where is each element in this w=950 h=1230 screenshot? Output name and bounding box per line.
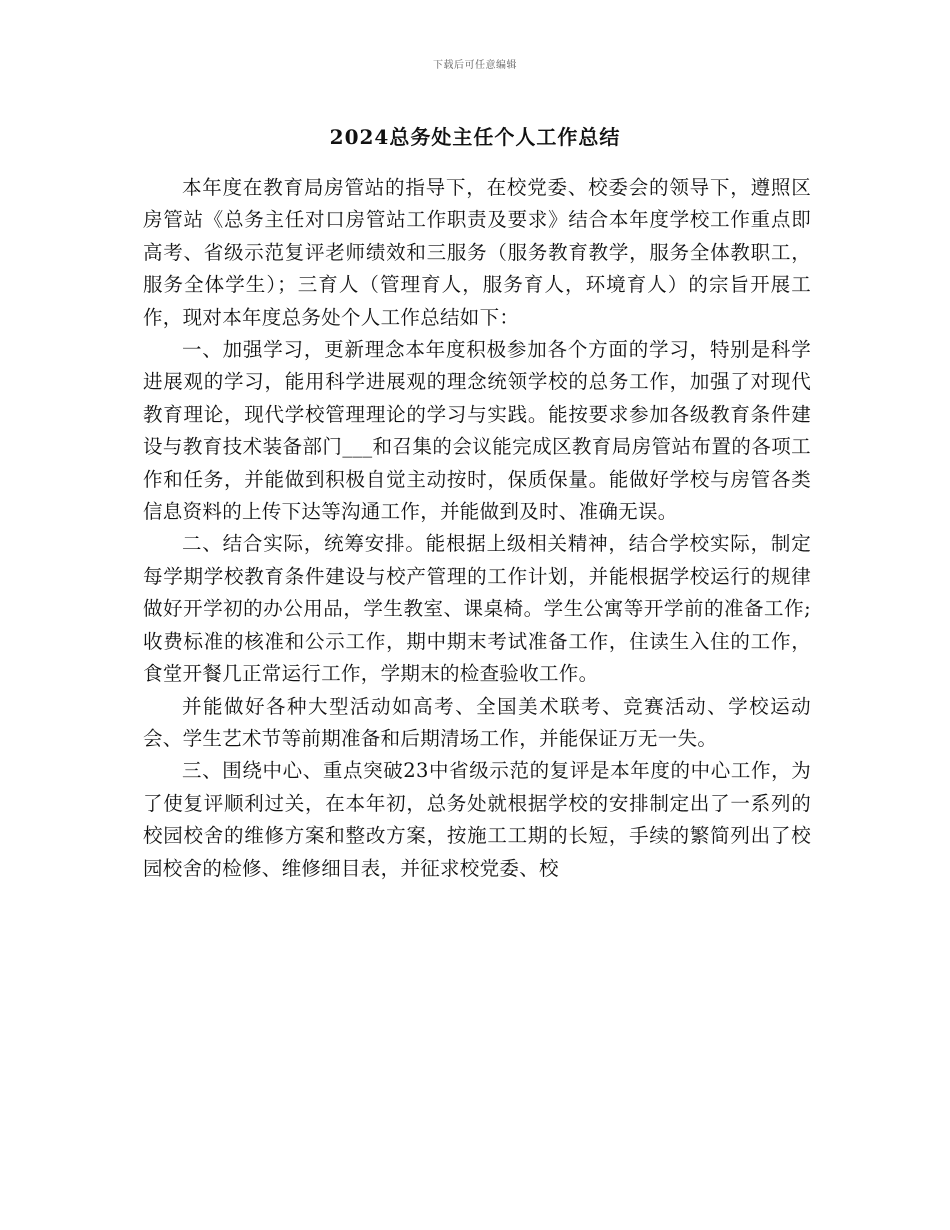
document-title: 2024总务处主任个人工作总结 <box>329 125 621 149</box>
paragraph-section-1: 一、加强学习，更新理念本年度积极参加各个方面的学习，特别是科学进展观的学习，能用科学进展观的理念统领学校的总务工作，加强了对现代教育理论，现代学校管理理论的学习与实践。能按要求参加各级教育条件建设与教育技术装备部门___和召集的会议能完成区教育局房管站布置的各项工作和任务，并能做到积极自觉主动按时，保质保量。能做好学校与房管各类信息资料的上传下达等沟通工作，并能做到及时、准确无误。 <box>143 338 811 524</box>
paragraph-section-3: 三、围绕中心、重点突破23中省级示范的复评是本年度的中心工作，为了使复评顺利过关，在本年初，总务处就根据学校的安排制定出了一系列的校园校舍的维修方案和整改方案，按施工工期的长短，手续的繁简列出了校园校舍的检修、维修细目表，并征求校党委、校 <box>143 759 811 880</box>
paragraph-section-2: 二、结合实际，统筹安排。能根据上级相关精神，结合学校实际，制定每学期学校教育条件建设与校产管理的工作计划，并能根据学校运行的规律做好开学初的办公用品，学生教室、课桌椅。学生公寓等开学前的准备工作;收费标准的核准和公示工作，期中期末考试准备工作，住读生入住的工作，食堂开餐几正常运行工作，学期末的检查验收工作。 <box>143 532 811 686</box>
document-body <box>143 172 811 885</box>
paragraph-intro: 本年度在教育局房管站的指导下，在校党委、校委会的领导下，遵照区房管站《总务主任对口房管站工作职责及要求》结合本年度学校工作重点即高考、省级示范复评老师绩效和三服务（服务教育教学，服务全体教职工，服务全体学生）；三育人（管理育人，服务育人，环境育人）的宗旨开展工作，现对本年度总务处个人工作总结如下： <box>143 176 811 329</box>
header-note: 下载后可任意编辑 <box>433 60 517 71</box>
paragraph-section-2-continued: 并能做好各种大型活动如高考、全国美术联考、竞赛活动、学校运动会、学生艺术节等前期准备和后期清场工作，并能保证万无一失。 <box>143 694 811 750</box>
